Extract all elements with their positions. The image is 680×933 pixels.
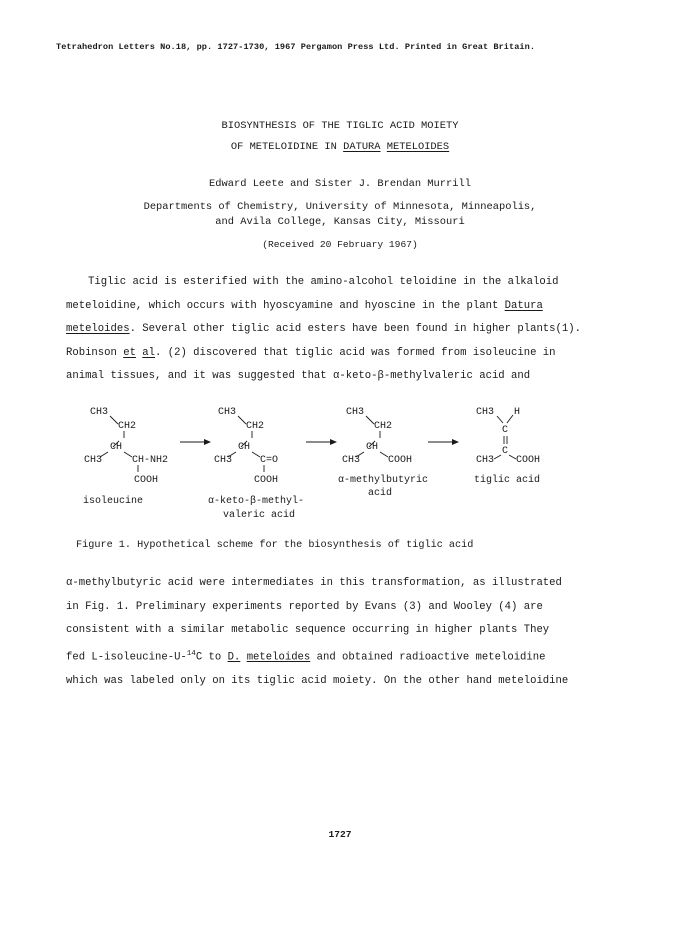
paragraph-1 bbox=[66, 271, 626, 389]
compound-name-line-2: acid bbox=[368, 488, 393, 499]
reaction-arrow-head bbox=[330, 439, 337, 445]
cooh-label: COOH bbox=[134, 475, 159, 486]
cooh-label: COOH bbox=[516, 455, 541, 466]
underlined-species: meteloides bbox=[66, 323, 130, 335]
compound-name-line-1: α-methylbutyric bbox=[338, 475, 429, 486]
c-label: C bbox=[502, 446, 509, 457]
text-line: consistent with a similar metabolic sequence occurring in higher plants They bbox=[66, 624, 550, 636]
ch3-label: CH3 bbox=[476, 407, 495, 418]
authors: Edward Leete and Sister J. Brendan Murrill bbox=[209, 178, 471, 190]
ch-label: CH bbox=[110, 442, 123, 453]
article-title-line-1: BIOSYNTHESIS OF THE TIGLIC ACID MOIETY bbox=[221, 120, 459, 132]
article-title-line-2 bbox=[0, 141, 680, 153]
text-line: in Fig. 1. Preliminary experiments reported by Evans (3) and Wooley (4) are bbox=[66, 600, 543, 613]
ch3-label: CH3 bbox=[90, 407, 109, 418]
underlined-et: et bbox=[123, 346, 136, 359]
reaction-arrow-head bbox=[452, 439, 459, 445]
isotope-superscript: 14 bbox=[186, 649, 196, 658]
compound-name: isoleucine bbox=[83, 496, 144, 507]
c-label: C bbox=[502, 425, 509, 436]
title-species: METELOIDES bbox=[386, 141, 450, 153]
underlined-genus-abbrev: D. bbox=[227, 651, 241, 664]
underlined-genus: Datura bbox=[504, 299, 543, 312]
ch2-label: CH2 bbox=[118, 421, 137, 432]
text-line: fed L-isoleucine-U-$^{14}$C to D. meteloides and obtained radioactive meteloidine bbox=[66, 649, 546, 664]
underlined-al: al bbox=[142, 346, 156, 359]
ch2-label: CH2 bbox=[246, 421, 265, 432]
text-line: α-methylbutyric acid were intermediates in this transformation, as illustrated bbox=[66, 577, 562, 589]
affiliation-line-1: Departments of Chemistry, University of Minnesota, Minneapolis, bbox=[143, 201, 537, 213]
title-genus: DATURA bbox=[343, 141, 381, 153]
text-line: Robinson et al. (2) discovered that tiglic acid was formed from isoleucine in bbox=[66, 346, 556, 359]
ch-label: CH bbox=[238, 442, 251, 453]
text-line: which was labeled only on its tiglic acid moiety. On the other hand meteloidine bbox=[66, 674, 569, 687]
figure-caption: Figure 1. Hypothetical scheme for the biosynthesis of tiglic acid bbox=[76, 540, 474, 551]
ch3-label: CH3 bbox=[346, 407, 365, 418]
compound-name-line-1: α-keto-β-methyl- bbox=[208, 496, 305, 507]
ch2-label: CH2 bbox=[374, 421, 393, 432]
paragraph-2 bbox=[66, 572, 626, 693]
cooh-label: COOH bbox=[388, 455, 413, 466]
ch-label: CH bbox=[366, 442, 379, 453]
page-number: 1727 bbox=[328, 829, 352, 840]
journal-citation-header: Tetrahedron Letters No.18, pp. 1727-1730, 1967 Pergamon Press Ltd. Printed in Great Britain. bbox=[56, 42, 536, 52]
structure-tiglic-acid bbox=[474, 407, 540, 486]
ch-nh2-label: CH-NH2 bbox=[132, 455, 169, 466]
ch3-label: CH3 bbox=[84, 455, 103, 466]
compound-name: tiglic acid bbox=[474, 475, 541, 486]
ch3-label: CH3 bbox=[214, 455, 233, 466]
ch3-label: CH3 bbox=[218, 407, 237, 418]
text-line: meteloidine, which occurs with hyoscyamine and hyoscine in the plant Datura bbox=[66, 299, 543, 312]
received-date: (Received 20 February 1967) bbox=[262, 239, 418, 250]
underlined-species: meteloides bbox=[246, 651, 311, 664]
cooh-label: COOH bbox=[254, 475, 279, 486]
c-o-label: C=O bbox=[260, 455, 279, 466]
text-line: Tiglic acid is esterified with the amino-alcohol teloidine in the alkaloid bbox=[88, 276, 559, 288]
reaction-arrow-head bbox=[204, 439, 211, 445]
structure-keto-acid bbox=[208, 407, 304, 521]
ch3-label: CH3 bbox=[476, 455, 495, 466]
h-label: H bbox=[514, 407, 521, 418]
text-line: animal tissues, and it was suggested that α-keto-β-methylvaleric acid and bbox=[66, 370, 531, 382]
structure-methylbutyric-acid bbox=[338, 407, 428, 499]
ch3-label: CH3 bbox=[342, 455, 361, 466]
biosynthesis-scheme-figure bbox=[0, 395, 680, 535]
structure-isoleucine bbox=[83, 407, 168, 507]
text-line: meteloides. Several other tiglic acid esters have been found in higher plants(1). bbox=[66, 323, 581, 335]
affiliation-line-2: and Avila College, Kansas City, Missouri bbox=[215, 216, 465, 228]
compound-name-line-2: valeric acid bbox=[223, 510, 296, 521]
title-prefix: OF METELOIDINE IN bbox=[230, 141, 344, 153]
